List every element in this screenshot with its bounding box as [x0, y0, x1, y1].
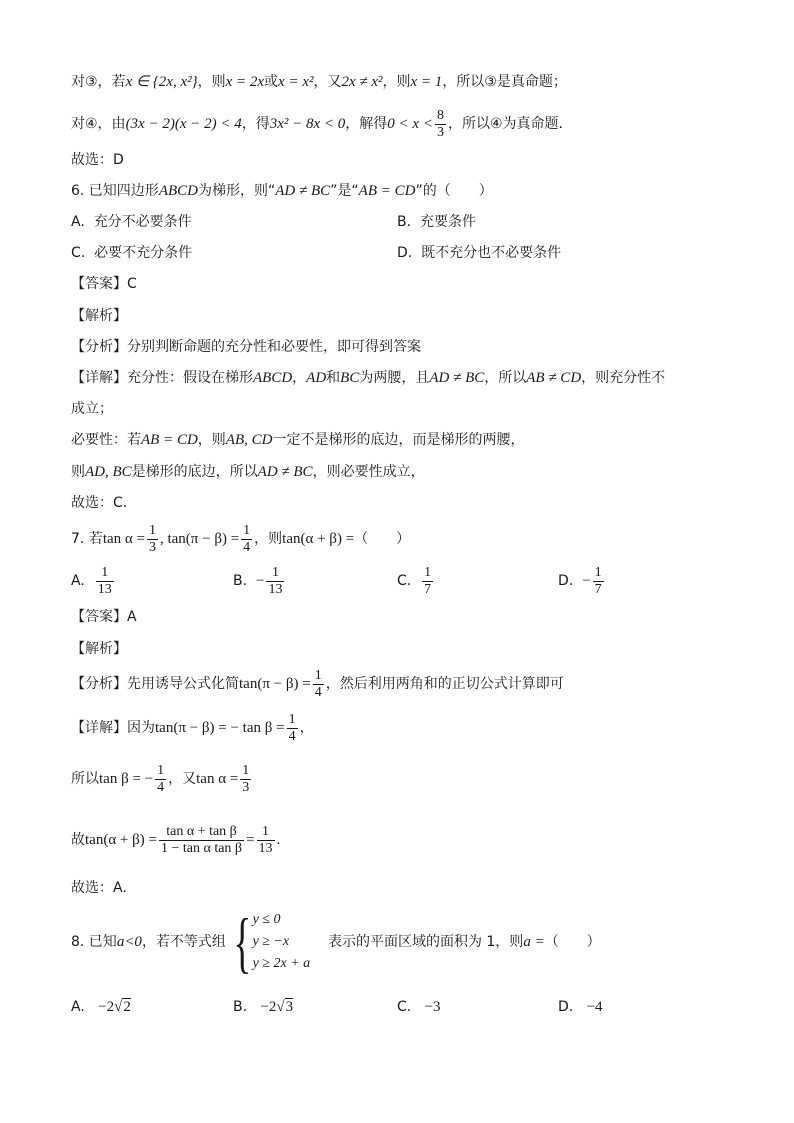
q8-option-a: A. −2√2 — [71, 999, 131, 1015]
q7-stem — [71, 519, 410, 559]
text: 所以 — [71, 771, 99, 787]
fraction — [96, 565, 114, 598]
option-letter: A. — [71, 573, 85, 589]
math: x = 2x — [225, 74, 265, 90]
option-text: 充要条件 — [419, 214, 476, 230]
text: 8. 已知 — [71, 934, 117, 950]
math: ABCD — [158, 183, 198, 199]
q6-option-d — [397, 243, 561, 263]
text: ，则 — [254, 531, 283, 547]
option-sign: −2 — [98, 999, 115, 1015]
option-letter: A. — [71, 214, 85, 230]
fraction — [287, 712, 298, 745]
text: ，然后利用两角和的正切公式计算即可 — [325, 676, 564, 692]
text: ，则 — [197, 432, 226, 448]
q7-detail-2 — [71, 759, 253, 799]
q6-option-c — [71, 243, 192, 263]
q7-choice: 故选：A. — [71, 880, 127, 896]
fraction — [257, 824, 275, 857]
option-letter: C. — [71, 245, 86, 261]
option-sign: −3 — [424, 999, 441, 1015]
option-letter: D. — [397, 245, 413, 261]
frac-num: 1 — [243, 522, 251, 538]
fraction — [422, 565, 433, 598]
math: tan(α + β) = — [85, 832, 157, 848]
math: AB, CD — [225, 432, 273, 448]
q8-option-b: B. −2√3 — [233, 999, 294, 1015]
q6-analysis-tag: 【解析】 — [71, 308, 127, 324]
text: ， — [292, 370, 307, 386]
frac-num: 1 — [314, 667, 322, 683]
text: ”的（ ） — [415, 183, 493, 199]
frac-den: 4 — [288, 728, 296, 744]
frac-num: 1 — [266, 565, 284, 582]
option-text: 既不充分也不必要条件 — [421, 245, 562, 261]
xiangjie-tag: 【详解】 — [71, 720, 127, 736]
text: 表示的平面区域的面积为 1，则 — [327, 934, 524, 950]
q7-option-b — [233, 561, 286, 601]
q7-answer — [71, 607, 137, 627]
option-letter: B. — [233, 999, 248, 1015]
math: tan(π − β) = — [239, 676, 311, 692]
answer-tag: 【答案】 — [71, 276, 127, 292]
inequality: y ≥ −x — [252, 934, 290, 949]
frac-num: 1 — [594, 564, 602, 580]
q6-detail-2: 成立； — [71, 401, 113, 417]
q6-detail-3 — [71, 430, 524, 450]
math: (3x − 2)(x − 2) < 4 — [125, 116, 242, 132]
math: tan α = — [102, 531, 145, 547]
q6-detail-4 — [71, 462, 425, 482]
text: ， — [299, 720, 314, 736]
math: AD — [306, 370, 327, 386]
frac-den: 3 — [436, 124, 444, 140]
answer-value: A — [127, 609, 137, 625]
text: 因为 — [127, 720, 155, 736]
math: AB = CD — [358, 183, 416, 199]
math: = — [246, 832, 255, 848]
math: a<0 — [116, 934, 142, 950]
frac-num: 1 — [288, 711, 296, 727]
inequality: y ≥ 2x + a — [252, 956, 311, 971]
fenxi-tag: 【分析】 — [71, 676, 127, 692]
option-letter: D. — [558, 573, 574, 589]
text: ，则 — [382, 74, 411, 90]
fenxi-tag: 【分析】 — [71, 339, 127, 355]
math: x = 1 — [410, 74, 443, 90]
math: AD ≠ BC — [275, 183, 331, 199]
math: a = — [523, 934, 545, 950]
option-text: 必要不充分条件 — [94, 245, 193, 261]
q7-analysis-tag: 【解析】 — [71, 641, 127, 657]
left-brace: { — [233, 904, 252, 980]
q6-option-b — [397, 212, 476, 232]
option-sign: −2 — [260, 999, 277, 1015]
q7-option-a — [71, 561, 116, 601]
text: 和 — [326, 370, 341, 386]
option-letter: B. — [397, 214, 412, 230]
option-letter: B. — [233, 573, 248, 589]
math: BC — [340, 370, 360, 386]
fraction — [159, 824, 244, 857]
text: 分别判断命题的充分性和必要性，即可得到答案 — [127, 339, 421, 355]
radicand: 2 — [123, 999, 131, 1015]
text: ，所以③是真命题； — [442, 74, 567, 90]
math: 3x² − 8x < 0 — [269, 116, 346, 132]
q6-fenxi — [71, 337, 421, 357]
text: ，则必要性成立， — [312, 464, 425, 480]
math: tan(α + β) = — [282, 531, 355, 547]
text: 故 — [71, 832, 85, 848]
q8-option-d — [558, 997, 603, 1017]
math: x = x² — [278, 74, 314, 90]
text: ，则充分性不 — [581, 370, 666, 386]
q7-option-c — [397, 561, 435, 601]
option-sign: −4 — [586, 999, 603, 1015]
frac-den: 3 — [242, 779, 250, 795]
text: （ ） — [354, 531, 411, 547]
text: 为梯形，则“ — [197, 183, 276, 199]
fraction — [266, 565, 284, 598]
text: 必要性：若 — [71, 432, 141, 448]
math: AD, BC — [85, 464, 132, 480]
frac-den: 13 — [268, 581, 283, 597]
q7-detail-3 — [71, 820, 280, 860]
math: AB = CD — [141, 432, 198, 448]
q5-choice: 故选：D — [71, 152, 124, 168]
math: ABCD — [253, 370, 293, 386]
math: AD ≠ BC — [429, 370, 485, 386]
q6-stem — [71, 181, 493, 201]
text: 对④，由 — [71, 116, 126, 132]
frac-num: 1 — [96, 565, 114, 582]
text: ，又 — [313, 74, 342, 90]
math: 2x ≠ x² — [341, 74, 383, 90]
q6-choice: 故选：C． — [71, 495, 137, 511]
q6-answer — [71, 274, 137, 294]
fraction — [155, 763, 166, 796]
answer-value: C — [127, 276, 137, 292]
fraction — [593, 565, 604, 598]
fraction — [313, 668, 324, 701]
text: ，则 — [197, 74, 226, 90]
text: 7. 若 — [71, 531, 103, 547]
fraction — [240, 763, 251, 796]
frac-num: 1 — [257, 824, 275, 841]
option-sign: − — [582, 573, 591, 589]
frac-num: 8 — [436, 107, 444, 123]
text: ”是“ — [330, 183, 359, 199]
q5-line-4 — [71, 104, 563, 144]
option-sign: − — [255, 573, 265, 589]
math: tan α = — [196, 771, 239, 787]
q6-option-a — [71, 212, 192, 232]
math: x ∈ {2x, x²} — [125, 74, 198, 90]
option-letter: A. — [71, 999, 85, 1015]
frac-num: 1 — [424, 564, 432, 580]
frac-den: 13 — [97, 581, 112, 597]
text: ，得 — [241, 116, 270, 132]
q5-line-3 — [71, 72, 567, 92]
text: 一定不是梯形的底边，而是梯形的两腰， — [272, 432, 525, 448]
frac-den: 7 — [424, 581, 432, 597]
frac-den: 13 — [258, 840, 273, 856]
math: AD ≠ BC — [257, 464, 313, 480]
fraction — [147, 523, 158, 556]
q7-detail-1 — [71, 708, 314, 748]
option-letter: C. — [397, 573, 412, 589]
answer-tag: 【答案】 — [71, 609, 127, 625]
text: 对③，若 — [71, 74, 126, 90]
math: AB ≠ CD — [526, 370, 582, 386]
fraction — [435, 108, 446, 141]
q7-fenxi — [71, 664, 564, 704]
frac-num: 1 — [157, 762, 165, 778]
text: 先用诱导公式化简 — [127, 676, 239, 692]
option-letter: C. — [397, 999, 412, 1015]
text: 充分性：假设在梯形 — [127, 370, 253, 386]
option-text: 充分不必要条件 — [93, 214, 192, 230]
fraction — [241, 523, 252, 556]
text: 是梯形的底边，所以 — [131, 464, 258, 480]
math: , tan(π − β) = — [159, 531, 240, 547]
q8-stem — [71, 906, 601, 978]
q6-detail-1 — [71, 368, 665, 388]
math: tan(π − β) = − tan β = — [155, 720, 285, 736]
text: （ ） — [544, 934, 601, 950]
math: tan β = − — [99, 771, 154, 787]
text: ，所以 — [484, 370, 527, 386]
frac-num: 1 — [242, 762, 250, 778]
frac-den: 1 − tan α tan β — [160, 840, 243, 856]
frac-den: 3 — [148, 539, 156, 555]
inequality: y ≤ 0 — [252, 912, 281, 927]
q7-option-d — [558, 561, 606, 601]
text: 为两腰，且 — [359, 370, 430, 386]
text: ，解得 — [345, 116, 388, 132]
text: 或 — [264, 74, 279, 90]
frac-den: 4 — [243, 539, 251, 555]
radicand: 3 — [285, 999, 294, 1015]
frac-den: 4 — [314, 684, 322, 700]
text: 6. 已知四边形 — [71, 183, 159, 199]
math: 0 < x < — [387, 116, 433, 132]
math: . — [276, 832, 281, 848]
frac-den: 4 — [157, 779, 165, 795]
text: ，所以④为真命题. — [447, 116, 563, 132]
text: 则 — [71, 464, 85, 480]
frac-num: tan α + tan β — [159, 824, 244, 841]
text: ，若不等式组 — [141, 934, 226, 950]
option-letter: D. — [558, 999, 574, 1015]
frac-num: 1 — [148, 522, 156, 538]
q8-option-c — [397, 997, 441, 1017]
inequality-system — [253, 909, 311, 975]
frac-den: 7 — [594, 581, 602, 597]
text: ，又 — [168, 771, 197, 787]
xiangjie-tag: 【详解】 — [71, 370, 127, 386]
